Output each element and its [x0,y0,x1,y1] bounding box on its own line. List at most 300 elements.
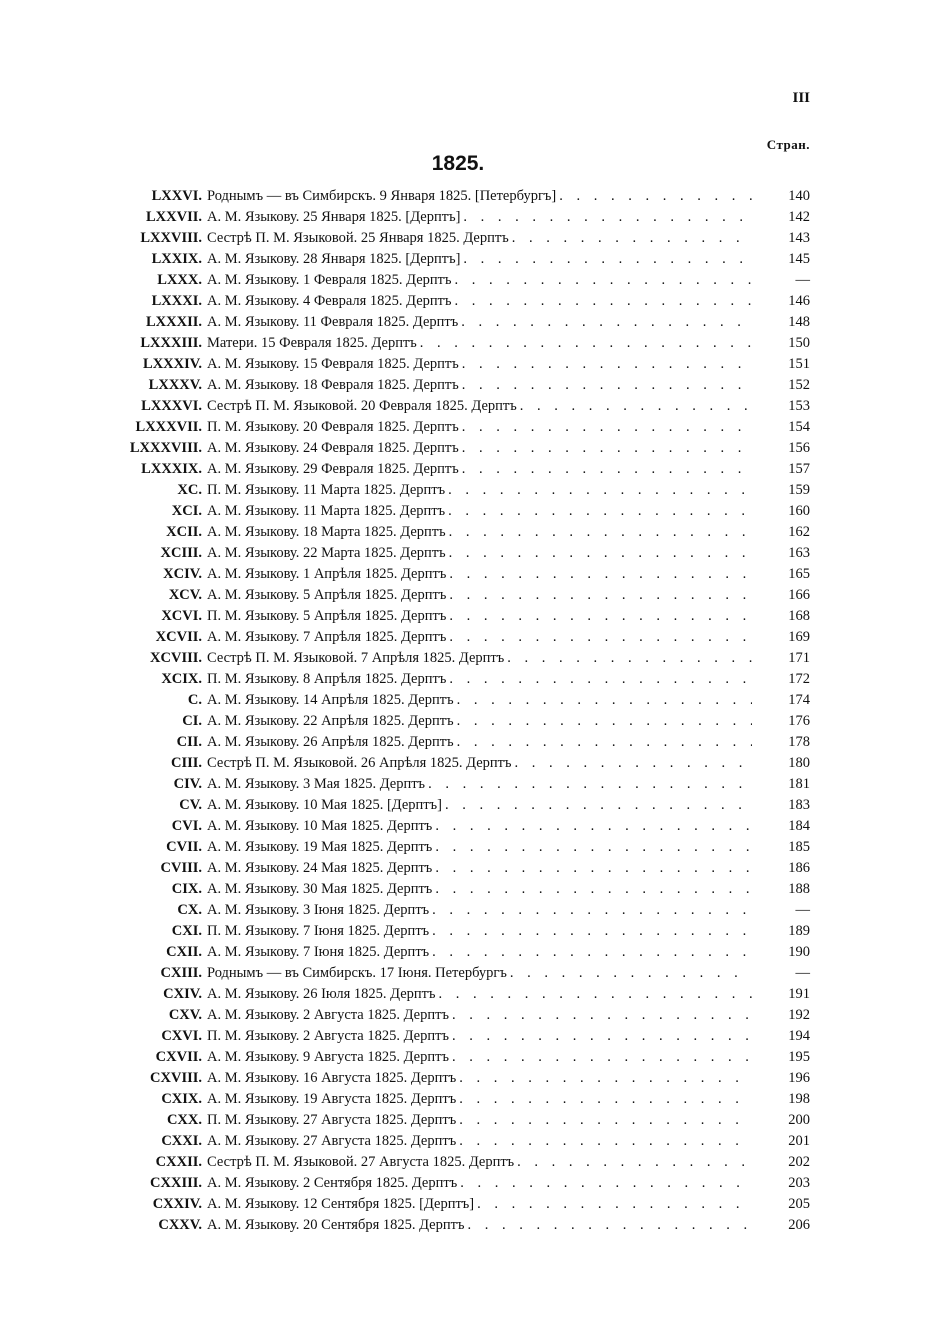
toc-entry [0,1194,936,1215]
entry-description: Сестрѣ П. М. Языковой. 20 Февраля 1825. Дерптъ [207,398,517,414]
entry-description: А. М. Языкову. 18 Февраля 1825. Дерптъ [207,377,459,393]
entry-description-wrap [207,186,752,207]
entry-description-wrap [207,816,752,837]
entry-page: 163 [788,545,810,561]
entry-description: А. М. Языкову. 24 Февраля 1825. Дерптъ [207,440,459,456]
entry-description-wrap [207,1110,752,1131]
entry-description-wrap [207,501,752,522]
entry-page: 195 [788,1049,810,1065]
dot-leader [456,1110,752,1131]
entry-description: А. М. Языкову. 28 Января 1825. [Дерптъ] [207,251,461,267]
toc-entry [0,270,936,291]
entry-number: CXVI. [161,1028,202,1044]
toc-entry [0,795,936,816]
entry-description: А. М. Языкову. 7 Іюня 1825. Дерптъ [207,944,430,960]
entry-page: 180 [788,755,810,771]
toc-entry [0,816,936,837]
toc-entry [0,837,936,858]
entry-number: C. [187,692,202,708]
entry-number: CXI. [171,923,202,939]
dot-leader [446,669,752,690]
dot-leader [436,984,752,1005]
entry-number: CXII. [166,944,202,960]
entry-description: А. М. Языкову. 24 Мая 1825. Дерптъ [207,860,433,876]
toc-entry [0,732,936,753]
dot-leader [429,921,752,942]
entry-description: П. М. Языкову. 11 Марта 1825. Дерптъ [207,482,446,498]
entry-description: А. М. Языкову. 4 Февраля 1825. Дерптъ [207,293,452,309]
entry-number: LXXXIV. [143,356,202,372]
entry-description-wrap [207,522,752,543]
dot-leader [512,753,752,774]
entry-number: CVII. [166,839,202,855]
dot-leader [446,585,752,606]
entry-description: А. М. Языкову. 11 Марта 1825. Дерптъ [207,503,446,519]
entry-description: А. М. Языкову. 27 Августа 1825. Дерптъ [207,1133,457,1149]
dot-leader [454,690,752,711]
entry-description: Сестрѣ П. М. Языковой. 26 Апрѣля 1825. Дерптъ [207,755,512,771]
entry-page: 200 [788,1112,810,1128]
entry-number: XCVIII. [150,650,202,666]
year-heading: 1825. [431,152,485,175]
entry-description: П. М. Языкову. 20 Февраля 1825. Дерптъ [207,419,459,435]
dot-leader [474,1194,752,1215]
dot-leader [456,1068,752,1089]
entry-description-wrap [207,1173,752,1194]
entry-page: 192 [788,1007,810,1023]
entry-description: П. М. Языкову. 8 Апрѣля 1825. Дерптъ [207,671,447,687]
entry-page: 189 [788,923,810,939]
entry-page: 171 [788,650,810,666]
entry-number: CXVIII. [150,1070,202,1086]
entry-number: CXIV. [163,986,202,1002]
entry-number: CVIII. [160,860,202,876]
entry-page: 162 [788,524,810,540]
dot-leader [425,774,752,795]
dot-leader [446,543,752,564]
entry-description: А. М. Языкову. 19 Августа 1825. Дерптъ [207,1091,457,1107]
toc-entry [0,564,936,585]
entry-number: LXXIX. [151,251,202,267]
entry-number: CXVII. [155,1049,202,1065]
entry-description: А. М. Языкову. 7 Апрѣля 1825. Дерптъ [207,629,447,645]
entry-page: 184 [788,818,810,834]
toc-entry [0,774,936,795]
entry-description-wrap [207,774,752,795]
entry-number: CI. [182,713,202,729]
entry-description: А. М. Языкову. 29 Февраля 1825. Дерптъ [207,461,459,477]
entry-page: 165 [788,566,810,582]
entry-description-wrap [207,228,752,249]
entry-page: — [795,965,810,981]
entry-description-wrap [207,921,752,942]
entry-description: А. М. Языкову. 9 Августа 1825. Дерптъ [207,1049,449,1065]
entry-description: П. М. Языкову. 7 Іюня 1825. Дерптъ [207,923,430,939]
dot-leader [432,858,752,879]
entry-number: CIX. [171,881,202,897]
toc-entry [0,879,936,900]
entry-description-wrap [207,1005,752,1026]
entry-description-wrap [207,1215,752,1236]
dot-leader [432,837,752,858]
toc-entry [0,942,936,963]
entry-description-wrap [207,312,752,333]
entry-description: Сестрѣ П. М. Языковой. 27 Августа 1825. Дерптъ [207,1154,515,1170]
entry-page: 151 [788,356,810,372]
entry-page: 148 [788,314,810,330]
entry-description-wrap [207,858,752,879]
entry-page: 183 [788,797,810,813]
entry-page: 145 [788,251,810,267]
entry-description-wrap [207,732,752,753]
dot-leader [432,879,752,900]
entry-number: CV. [179,797,202,813]
entry-description: А. М. Языкову. 20 Сентября 1825. Дерптъ [207,1217,465,1233]
dot-leader [452,291,752,312]
dot-leader [446,522,752,543]
entry-description: А. М. Языкову. 11 Февраля 1825. Дерптъ [207,314,459,330]
entry-page: 166 [788,587,810,603]
entry-number: LXXVI. [151,188,202,204]
entry-page: 172 [788,671,810,687]
entry-description: П. М. Языкову. 5 Апрѣля 1825. Дерптъ [207,608,447,624]
dot-leader [507,963,752,984]
entry-description: А. М. Языкову. 5 Апрѣля 1825. Дерптъ [207,587,447,603]
entry-description: А. М. Языкову. 25 Января 1825. [Дерптъ] [207,209,461,225]
entry-description-wrap [207,690,752,711]
toc-entry [0,1089,936,1110]
entry-number: XCII. [166,524,202,540]
toc-entry [0,669,936,690]
entry-description-wrap [207,354,752,375]
toc-entry [0,1005,936,1026]
toc-entry [0,648,936,669]
entry-page: 191 [788,986,810,1002]
entry-number: CII. [176,734,202,750]
entry-description: А. М. Языкову. 15 Февраля 1825. Дерптъ [207,356,459,372]
entry-description: Сестрѣ П. М. Языковой. 25 Января 1825. Дерптъ [207,230,509,246]
entry-number: CXV. [168,1007,202,1023]
entry-description-wrap [207,438,752,459]
entry-page: 160 [788,503,810,519]
entry-description-wrap [207,1131,752,1152]
toc-entry [0,438,936,459]
entry-description-wrap [207,648,752,669]
toc-entry [0,921,936,942]
entry-description-wrap [207,1089,752,1110]
toc-entry [0,1131,936,1152]
dot-leader [458,312,752,333]
entry-page: 174 [788,692,810,708]
toc-entry [0,1215,936,1236]
toc-entry [0,984,936,1005]
entry-description-wrap [207,543,752,564]
entry-number: XCVII. [155,629,202,645]
entry-description: А. М. Языкову. 1 Апрѣля 1825. Дерптъ [207,566,447,582]
entry-description: А. М. Языкову. 30 Мая 1825. Дерптъ [207,881,433,897]
toc-entry [0,963,936,984]
entry-number: LXXVIII. [140,230,202,246]
dot-leader [460,207,752,228]
table-of-contents [0,186,936,1236]
entry-description-wrap [207,564,752,585]
page-column-header: Стран. [766,137,810,152]
entry-page: 205 [788,1196,810,1212]
toc-entry [0,1068,936,1089]
dot-leader [445,501,752,522]
toc-entry [0,1152,936,1173]
entry-description: А. М. Языкову. 16 Августа 1825. Дерптъ [207,1070,457,1086]
entry-description-wrap [207,711,752,732]
entry-page: 153 [788,398,810,414]
dot-leader [504,648,752,669]
entry-description: Роднымъ — въ Симбирскъ. 9 Января 1825. [Петербургъ] [207,188,557,204]
entry-number: LXXX. [157,272,202,288]
entry-description-wrap [207,1194,752,1215]
toc-entry [0,1026,936,1047]
toc-entry [0,711,936,732]
entry-number: CXXIII. [150,1175,202,1191]
entry-description: А. М. Языкову. 26 Іюля 1825. Дерптъ [207,986,436,1002]
entry-description: А. М. Языкову. 26 Апрѣля 1825. Дерптъ [207,734,454,750]
entry-page: 143 [788,230,810,246]
entry-description: А. М. Языкову. 22 Марта 1825. Дерптъ [207,545,446,561]
entry-description-wrap [207,984,752,1005]
entry-description-wrap [207,291,752,312]
entry-description: А. М. Языкову. 3 Мая 1825. Дерптъ [207,776,426,792]
entry-number: CXX. [166,1112,202,1128]
entry-description-wrap [207,333,752,354]
dot-leader [456,1131,752,1152]
entry-page: 186 [788,860,810,876]
entry-description-wrap [207,480,752,501]
entry-description: А. М. Языкову. 19 Мая 1825. Дерптъ [207,839,433,855]
entry-description-wrap [207,417,752,438]
dot-leader [514,1152,752,1173]
entry-number: CIII. [170,755,202,771]
entry-page: 206 [788,1217,810,1233]
dot-leader [446,627,752,648]
entry-page: 142 [788,209,810,225]
entry-description: А. М. Языкову. 10 Мая 1825. [Дерптъ] [207,797,442,813]
entry-page: 203 [788,1175,810,1191]
entry-page: 194 [788,1028,810,1044]
dot-leader [556,186,752,207]
entry-description-wrap [207,837,752,858]
entry-page: 188 [788,881,810,897]
entry-description-wrap [207,879,752,900]
entry-number: CXIII. [160,965,202,981]
toc-entry [0,753,936,774]
entry-page: 146 [788,293,810,309]
entry-description: Сестрѣ П. М. Языковой. 7 Апрѣля 1825. Дерптъ [207,650,505,666]
entry-description-wrap [207,459,752,480]
entry-page: — [795,272,810,288]
entry-number: CIV. [173,776,202,792]
entry-number: LXXXII. [146,314,202,330]
entry-number: LXXXVII. [135,419,202,435]
entry-number: XCI. [171,503,202,519]
entry-page: 169 [788,629,810,645]
toc-entry [0,606,936,627]
entry-number: CXIX. [161,1091,202,1107]
dot-leader [446,606,752,627]
entry-number: LXXXI. [151,293,202,309]
entry-number: CXXV. [158,1217,202,1233]
entry-description-wrap [207,270,752,291]
entry-number: LXXXVIII. [129,440,202,456]
entry-page: 168 [788,608,810,624]
dot-leader [459,459,752,480]
dot-leader [459,417,752,438]
entry-description: А. М. Языкову. 14 Апрѣля 1825. Дерптъ [207,692,454,708]
entry-page: 159 [788,482,810,498]
entry-description: П. М. Языкову. 2 Августа 1825. Дерптъ [207,1028,449,1044]
dot-leader [460,249,752,270]
entry-page: — [795,902,810,918]
entry-description-wrap [207,1152,752,1173]
entry-number: XC. [177,482,202,498]
dot-leader [449,1047,752,1068]
entry-description: А. М. Языкову. 2 Августа 1825. Дерптъ [207,1007,449,1023]
toc-entry [0,228,936,249]
toc-entry [0,501,936,522]
toc-entry [0,900,936,921]
entry-number: LXXXIX. [141,461,202,477]
toc-entry [0,480,936,501]
dot-leader [429,900,752,921]
entry-number: CX. [177,902,202,918]
entry-description: А. М. Языкову. 18 Марта 1825. Дерптъ [207,524,446,540]
toc-entry [0,858,936,879]
dot-leader [454,711,752,732]
entry-description: А. М. Языкову. 22 Апрѣля 1825. Дерптъ [207,713,454,729]
entry-page: 196 [788,1070,810,1086]
toc-entry [0,522,936,543]
toc-entry [0,375,936,396]
entry-description-wrap [207,942,752,963]
dot-leader [457,1173,752,1194]
entry-description: А. М. Языкову. 12 Сентября 1825. [Дерптъ] [207,1196,475,1212]
toc-entry [0,417,936,438]
dot-leader [446,564,752,585]
entry-page: 198 [788,1091,810,1107]
entry-number: CXXII. [155,1154,202,1170]
entry-description-wrap [207,1068,752,1089]
entry-page: 140 [788,188,810,204]
toc-entry [0,543,936,564]
dot-leader [509,228,752,249]
dot-leader [449,1026,752,1047]
entry-description-wrap [207,585,752,606]
toc-entry [0,627,936,648]
toc-entry [0,207,936,228]
entry-description: П. М. Языкову. 27 Августа 1825. Дерптъ [207,1112,457,1128]
entry-description-wrap [207,396,752,417]
toc-entry [0,1110,936,1131]
entry-page: 190 [788,944,810,960]
toc-entry [0,1173,936,1194]
dot-leader [452,270,752,291]
entry-page: 185 [788,839,810,855]
entry-number: LXXXV. [148,377,202,393]
entry-page: 202 [788,1154,810,1170]
entry-number: XCIV. [163,566,202,582]
entry-page: 176 [788,713,810,729]
dot-leader [417,333,752,354]
dot-leader [442,795,752,816]
entry-page: 154 [788,419,810,435]
entry-number: LXXXVI. [141,398,202,414]
entry-description-wrap [207,1047,752,1068]
page-number: III [792,90,810,106]
toc-entry [0,333,936,354]
entry-number: CVI. [171,818,202,834]
toc-entry [0,249,936,270]
dot-leader [464,1215,752,1236]
entry-page: 201 [788,1133,810,1149]
toc-entry [0,1047,936,1068]
entry-description-wrap [207,207,752,228]
dot-leader [459,354,752,375]
entry-number: CXXI. [161,1133,202,1149]
toc-entry [0,396,936,417]
dot-leader [517,396,752,417]
entry-description: А. М. Языкову. 2 Сентября 1825. Дерптъ [207,1175,458,1191]
entry-page: 178 [788,734,810,750]
entry-number: XCVI. [161,608,202,624]
dot-leader [459,375,752,396]
dot-leader [432,816,752,837]
entry-description-wrap [207,627,752,648]
toc-entry [0,585,936,606]
entry-description: Матери. 15 Февраля 1825. Дерптъ [207,335,417,351]
toc-entry [0,312,936,333]
entry-number: XCIII. [160,545,202,561]
entry-number: LXXXIII. [140,335,202,351]
entry-page: 157 [788,461,810,477]
dot-leader [449,1005,752,1026]
dot-leader [445,480,752,501]
entry-page: 156 [788,440,810,456]
entry-description-wrap [207,375,752,396]
entry-description-wrap [207,249,752,270]
entry-description-wrap [207,1026,752,1047]
entry-description-wrap [207,900,752,921]
toc-entry [0,459,936,480]
dot-leader [456,1089,752,1110]
entry-description: А. М. Языкову. 10 Мая 1825. Дерптъ [207,818,433,834]
dot-leader [459,438,752,459]
toc-entry [0,690,936,711]
entry-number: CXXIV. [152,1196,202,1212]
entry-page: 181 [788,776,810,792]
entry-description-wrap [207,606,752,627]
entry-page: 152 [788,377,810,393]
toc-entry [0,186,936,207]
entry-number: XCIX. [161,671,202,687]
toc-entry [0,291,936,312]
entry-description-wrap [207,669,752,690]
entry-description: Роднымъ — въ Симбирскъ. 17 Іюня. Петербургъ [207,965,507,981]
entry-description-wrap [207,963,752,984]
toc-entry [0,354,936,375]
entry-description-wrap [207,753,752,774]
entry-description: А. М. Языкову. 3 Іюня 1825. Дерптъ [207,902,430,918]
entry-description-wrap [207,795,752,816]
entry-page: 150 [788,335,810,351]
dot-leader [429,942,752,963]
